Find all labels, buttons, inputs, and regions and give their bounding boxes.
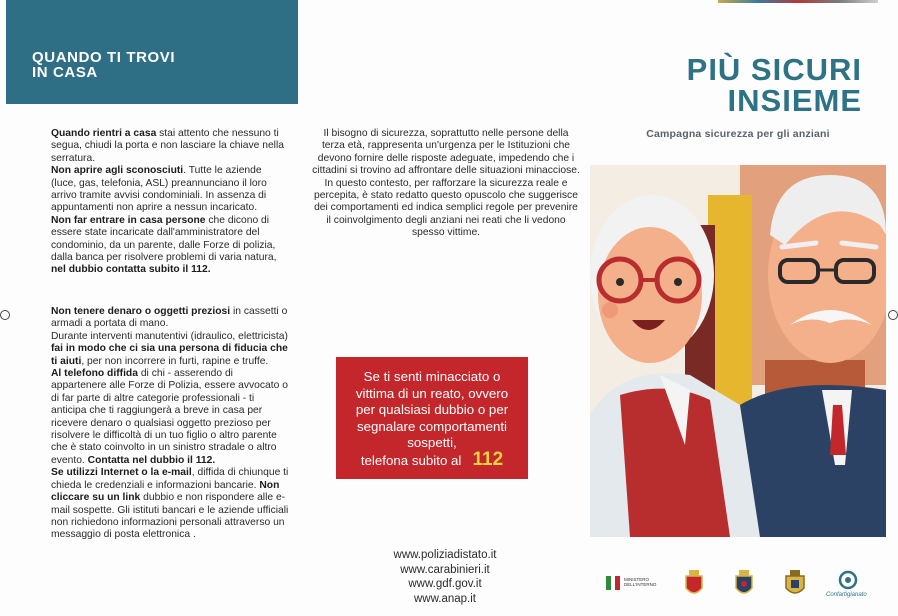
alert-call-line: telefona subito al 112 xyxy=(360,448,504,470)
color-calibration-strip xyxy=(718,0,878,3)
ministry-logo-text: MINISTERO DELL'INTERNO xyxy=(624,577,657,587)
link-anap[interactable]: www.anap.it xyxy=(413,592,476,605)
registration-mark-left xyxy=(0,310,10,320)
guardia-finanza-crest-icon xyxy=(784,570,806,603)
link-gdf[interactable]: www.gdf.gov.it xyxy=(408,578,482,590)
tip-paragraph: Quando rientri a casa stai attento che nessuno ti segua, chiudi la porta e non lasciare la chiave nella serratura. xyxy=(51,128,284,164)
campaign-title: PIÙ SICURI INSIEME xyxy=(686,52,862,118)
registration-mark-right xyxy=(888,310,898,320)
campaign-subtitle: Campagna sicurezza per gli anziani xyxy=(646,128,830,140)
tip-paragraph: Durante interventi manutentivi (idraulico, elettricista) fai in modo che ci sia una persona di fiducia che ti aiuti, per non incorrere in furti, rapine e truffe. xyxy=(51,330,288,367)
home-safety-tips-block-1 xyxy=(51,128,289,277)
emergency-alert-box xyxy=(336,357,528,479)
tip-paragraph: Non far entrare in casa persone che dicono di essere state incaricate dall'amministratore del condominio, da un parente, dalle Forze di polizia, dalla banca per risolvere problemi di varia natura, nel dubbio contatta subito il 112. xyxy=(51,214,277,276)
sponsor-logos xyxy=(606,570,876,606)
link-poliziadistato[interactable]: www.poliziadistato.it xyxy=(393,549,497,561)
home-safety-tips-block-2 xyxy=(51,306,289,542)
header-title: QUANDO TI TROVI IN CASA xyxy=(32,49,176,81)
emergency-number: 112 xyxy=(472,448,504,470)
confartigianato-label: Confartigianato xyxy=(826,592,867,598)
intro-paragraph: Il bisogno di sicurezza, soprattutto nelle persone della terza età, rappresenta un'urgenza per le Istituzioni che devono fornire delle risposte adeguate, impedendo che i cittadini si trovino ad affrontare delle situazioni minacciose. In questo contesto, per rafforzare la sicurezza reale e percepita, è stato redatto questo opuscolo che suggerisce dei comportamenti ed indica semplici regole per prevenire il coinvolgimento degli anziani nei reati che li vedono spesso vittime. xyxy=(312,128,580,239)
alert-text: Se ti senti minacciato o vittima di un reato, ovvero per qualsiasi dubbio o per segnalare comportamenti sospetti, xyxy=(355,369,509,450)
elderly-couple-illustration xyxy=(590,165,886,537)
carabinieri-crest-icon xyxy=(734,570,754,603)
italian-flag-icon xyxy=(606,576,620,595)
tip-paragraph: Non aprire agli sconosciuti. Tutte le aziende (luce, gas, telefonia, ASL) preannunciano il loro arrivo tramite avvisi condominiali. In assenza di appuntamenti non aprire a nessun incaricato. xyxy=(51,165,267,214)
tip-paragraph: Non tenere denaro o oggetti preziosi in cassetti o armadi a portata di mano. xyxy=(51,306,288,330)
polizia-crest-icon xyxy=(684,570,704,603)
tip-paragraph: Al telefono diffida di chi - asserendo di appartenere alle Forze di Polizia, essere avvocato o di far parte di altre categorie professionali - ti anticipa che ti raggiungerà a breve in casa per ricevere denaro o qualsiasi oggetto prezioso per risolvere le difficoltà di un tuo figlio o altro parente che è stato coinvolto in un sinistro stradale o altro evento. Contatta nel dubbio il 112. xyxy=(51,368,288,466)
tip-paragraph: Se utilizzi Internet o la e-mail, diffida di chiunque ti chieda le credenziali e informazioni bancarie. Non cliccare su un link dubbio e non rispondere alle e-mail sospette. Gli istituti bancari e le aziende ufficiali non richiedono informazioni personali attraverso un messaggio di posta elettronica . xyxy=(51,467,289,541)
link-carabinieri[interactable]: www.carabinieri.it xyxy=(400,563,490,576)
website-links xyxy=(360,548,530,606)
